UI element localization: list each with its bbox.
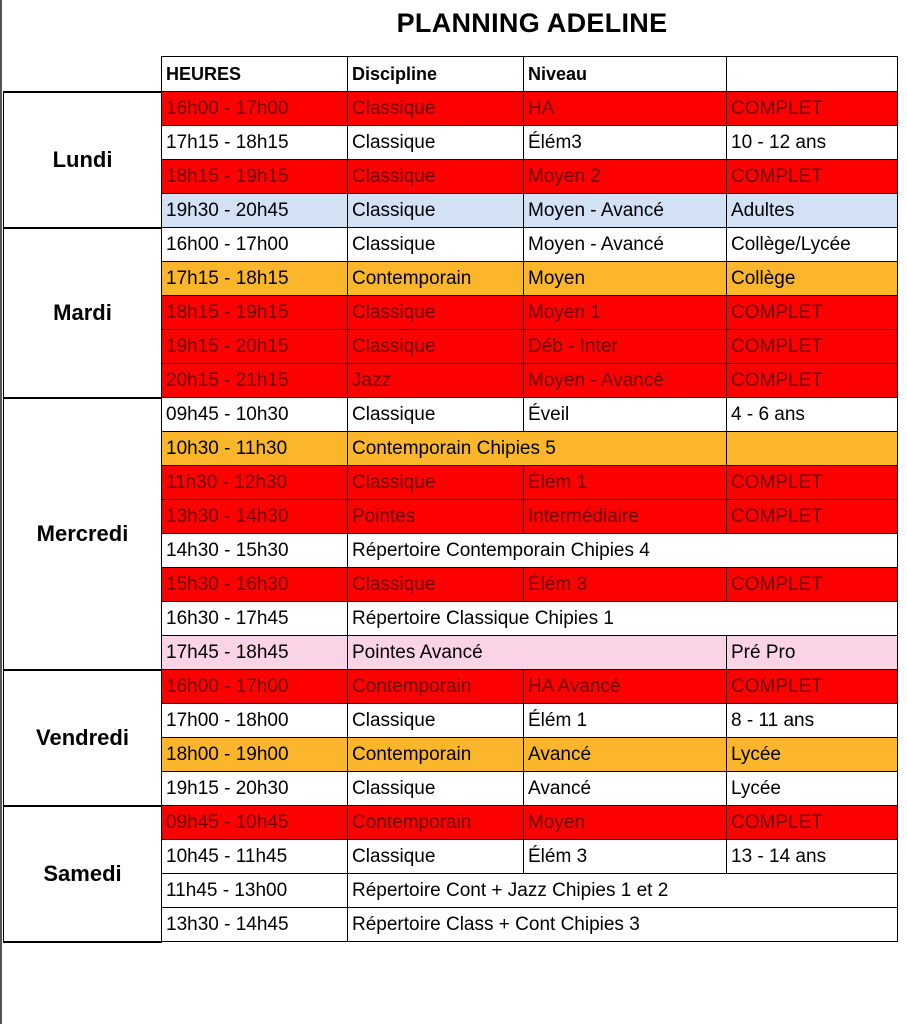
note-cell: COMPLET bbox=[727, 92, 898, 126]
time-cell: 16h30 - 17h45 bbox=[162, 602, 348, 636]
time-cell: 18h15 - 19h15 bbox=[162, 160, 348, 194]
time-cell: 13h30 - 14h30 bbox=[162, 500, 348, 534]
level-cell: Moyen bbox=[524, 262, 727, 296]
merged-cell: Pointes Avancé bbox=[348, 636, 727, 670]
note-cell: 10 - 12 ans bbox=[727, 126, 898, 160]
day-label: Vendredi bbox=[4, 670, 162, 806]
time-cell: 15h30 - 16h30 bbox=[162, 568, 348, 602]
level-cell: Moyen - Avancé bbox=[524, 194, 727, 228]
time-cell: 18h00 - 19h00 bbox=[162, 738, 348, 772]
day-label: Mardi bbox=[4, 228, 162, 398]
time-cell: 10h30 - 11h30 bbox=[162, 432, 348, 466]
schedule-row bbox=[4, 670, 898, 704]
level-cell: Élém 1 bbox=[524, 466, 727, 500]
level-cell bbox=[727, 432, 898, 466]
discipline-cell: Classique bbox=[348, 194, 524, 228]
time-cell: 19h30 - 20h45 bbox=[162, 194, 348, 228]
level-cell: Pré Pro bbox=[727, 636, 898, 670]
time-cell: 13h30 - 14h45 bbox=[162, 908, 348, 942]
level-cell: Moyen - Avancé bbox=[524, 228, 727, 262]
time-cell: 16h00 - 17h00 bbox=[162, 670, 348, 704]
time-cell: 19h15 - 20h30 bbox=[162, 772, 348, 806]
note-cell: Collège bbox=[727, 262, 898, 296]
discipline-cell: Classique bbox=[348, 772, 524, 806]
day-label: Mercredi bbox=[4, 398, 162, 670]
time-cell: 16h00 - 17h00 bbox=[162, 92, 348, 126]
header-niveau: Niveau bbox=[524, 57, 727, 92]
level-cell: Avancé bbox=[524, 738, 727, 772]
time-cell: 09h45 - 10h45 bbox=[162, 806, 348, 840]
note-cell: Collège/Lycée bbox=[727, 228, 898, 262]
discipline-cell: Contemporain bbox=[348, 262, 524, 296]
time-cell: 20h15 - 21h15 bbox=[162, 364, 348, 398]
header-heures: HEURES bbox=[162, 57, 348, 92]
note-cell: COMPLET bbox=[727, 500, 898, 534]
time-cell: 16h00 - 17h00 bbox=[162, 228, 348, 262]
discipline-cell: Classique bbox=[348, 126, 524, 160]
page-title: PLANNING ADELINE bbox=[396, 8, 668, 38]
merged-cell: Répertoire Classique Chipies 1 bbox=[348, 602, 898, 636]
schedule-row bbox=[4, 398, 898, 432]
note-cell: COMPLET bbox=[727, 160, 898, 194]
level-cell: Déb - Inter bbox=[524, 330, 727, 364]
page-edge bbox=[0, 0, 2, 1024]
time-cell: 11h45 - 13h00 bbox=[162, 874, 348, 908]
level-cell: Élém3 bbox=[524, 126, 727, 160]
note-cell: 4 - 6 ans bbox=[727, 398, 898, 432]
discipline-cell: Jazz bbox=[348, 364, 524, 398]
merged-cell: Répertoire Cont + Jazz Chipies 1 et 2 bbox=[348, 874, 898, 908]
level-cell: Moyen - Avancé bbox=[524, 364, 727, 398]
discipline-cell: Classique bbox=[348, 704, 524, 738]
level-cell: Moyen 2 bbox=[524, 160, 727, 194]
note-cell: 8 - 11 ans bbox=[727, 704, 898, 738]
time-cell: 18h15 - 19h15 bbox=[162, 296, 348, 330]
discipline-cell: Classique bbox=[348, 398, 524, 432]
discipline-cell: Classique bbox=[348, 466, 524, 500]
time-cell: 17h45 - 18h45 bbox=[162, 636, 348, 670]
schedule-row bbox=[4, 228, 898, 262]
note-cell: COMPLET bbox=[727, 806, 898, 840]
header-extra bbox=[727, 57, 898, 92]
level-cell: Élém 3 bbox=[524, 840, 727, 874]
time-cell: 17h15 - 18h15 bbox=[162, 262, 348, 296]
merged-cell: Répertoire Contemporain Chipies 4 bbox=[348, 534, 898, 568]
discipline-cell: Contemporain bbox=[348, 738, 524, 772]
discipline-cell: Classique bbox=[348, 840, 524, 874]
note-cell: COMPLET bbox=[727, 330, 898, 364]
level-cell: Moyen 1 bbox=[524, 296, 727, 330]
note-cell: Adultes bbox=[727, 194, 898, 228]
note-cell: COMPLET bbox=[727, 466, 898, 500]
level-cell: Intermédiaire bbox=[524, 500, 727, 534]
header-row bbox=[4, 57, 898, 92]
discipline-cell: Classique bbox=[348, 92, 524, 126]
merged-cell: Répertoire Class + Cont Chipies 3 bbox=[348, 908, 898, 942]
schedule-row bbox=[4, 806, 898, 840]
schedule-row bbox=[4, 92, 898, 126]
discipline-cell: Classique bbox=[348, 296, 524, 330]
schedule-body bbox=[4, 57, 898, 942]
discipline-cell: Classique bbox=[348, 568, 524, 602]
schedule-table bbox=[3, 56, 898, 943]
time-cell: 09h45 - 10h30 bbox=[162, 398, 348, 432]
note-cell: Lycée bbox=[727, 738, 898, 772]
level-cell: Élém 1 bbox=[524, 704, 727, 738]
discipline-cell: Classique bbox=[348, 228, 524, 262]
time-cell: 14h30 - 15h30 bbox=[162, 534, 348, 568]
level-cell: Avancé bbox=[524, 772, 727, 806]
day-label: Samedi bbox=[4, 806, 162, 942]
time-cell: 10h45 - 11h45 bbox=[162, 840, 348, 874]
day-label: Lundi bbox=[4, 92, 162, 228]
note-cell: Lycée bbox=[727, 772, 898, 806]
level-cell: HA bbox=[524, 92, 727, 126]
note-cell: 13 - 14 ans bbox=[727, 840, 898, 874]
time-cell: 17h15 - 18h15 bbox=[162, 126, 348, 160]
note-cell: COMPLET bbox=[727, 296, 898, 330]
level-cell: HA Avancé bbox=[524, 670, 727, 704]
note-cell: COMPLET bbox=[727, 364, 898, 398]
time-cell: 11h30 - 12h30 bbox=[162, 466, 348, 500]
header-corner bbox=[4, 57, 162, 92]
discipline-cell: Contemporain bbox=[348, 806, 524, 840]
header-discipline: Discipline bbox=[348, 57, 524, 92]
note-cell: COMPLET bbox=[727, 670, 898, 704]
merged-cell: Contemporain Chipies 5 bbox=[348, 432, 727, 466]
discipline-cell: Classique bbox=[348, 160, 524, 194]
time-cell: 19h15 - 20h15 bbox=[162, 330, 348, 364]
discipline-cell: Classique bbox=[348, 330, 524, 364]
discipline-cell: Pointes bbox=[348, 500, 524, 534]
level-cell: Moyen bbox=[524, 806, 727, 840]
level-cell: Éveil bbox=[524, 398, 727, 432]
note-cell: COMPLET bbox=[727, 568, 898, 602]
discipline-cell: Contemporain bbox=[348, 670, 524, 704]
time-cell: 17h00 - 18h00 bbox=[162, 704, 348, 738]
level-cell: Élém 3 bbox=[524, 568, 727, 602]
